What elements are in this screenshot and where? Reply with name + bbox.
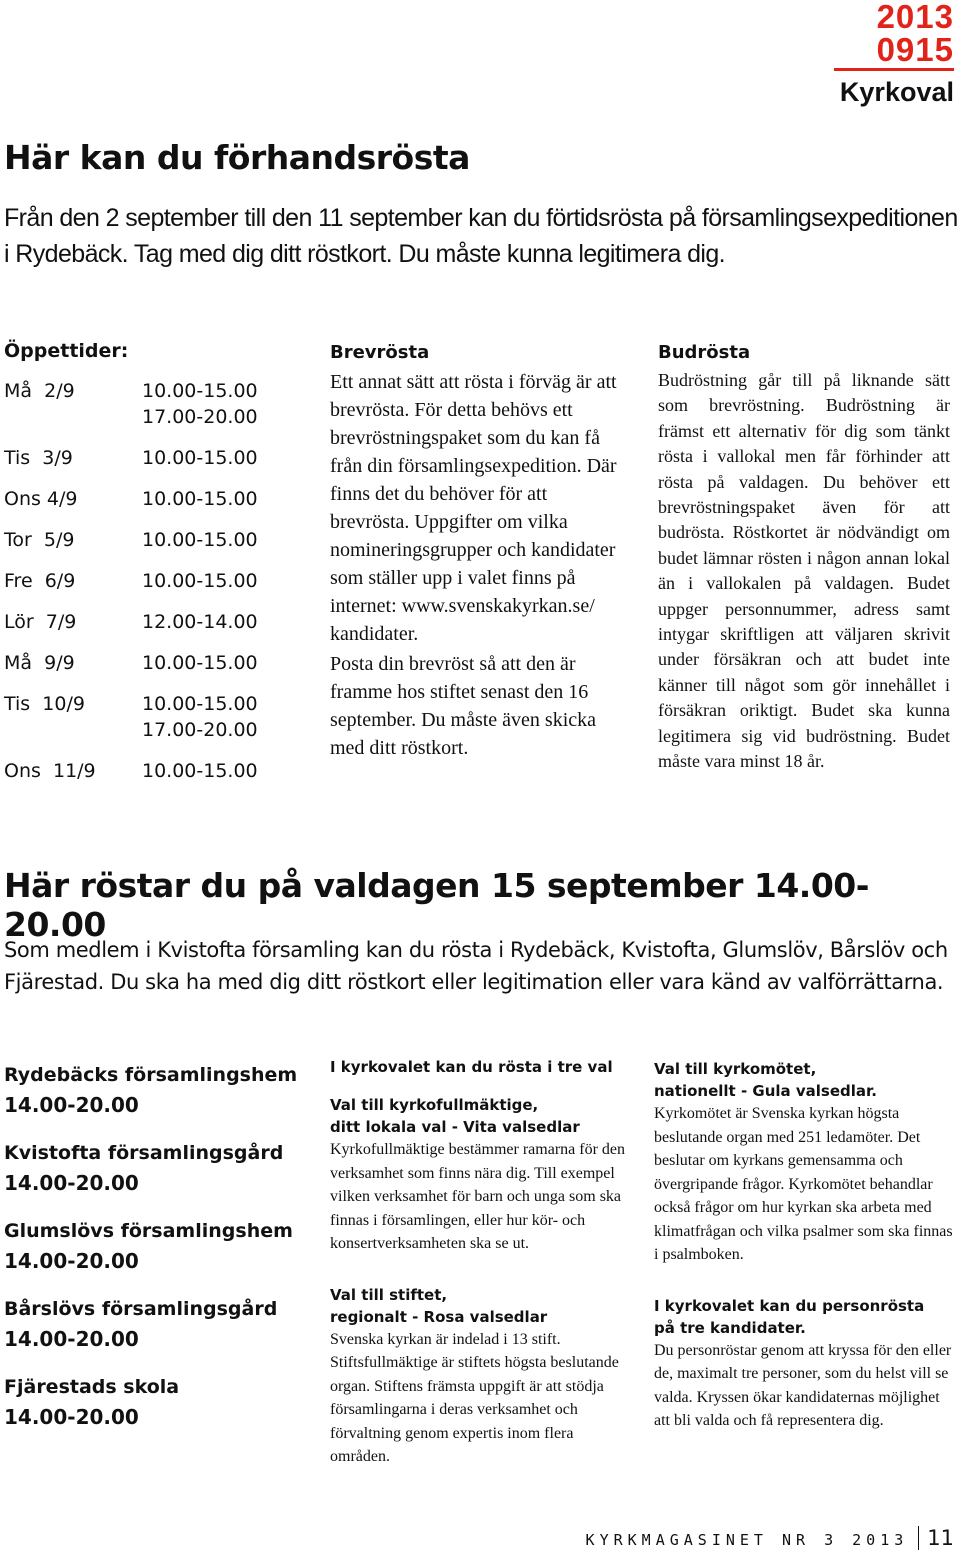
hours-time: 12.00-14.00 <box>142 611 258 633</box>
opening-hours-title: Öppettider: <box>4 340 129 362</box>
location-name: Rydebäcks församlingshem <box>4 1064 298 1086</box>
budrosta-title: Budrösta <box>658 342 751 363</box>
kyrkomotet-column <box>654 1058 954 1433</box>
election-day-text: Som medlem i Kvistofta församling kan du rösta i Rydebäck, Kvistofta, Glumslöv, Bårslöv och Fjärestad. Du ska ha med dig ditt röstkort eller legitimation eller vara känd av valförrättarna. <box>4 938 948 994</box>
fullmaktige-title-line2: ditt lokala val - Vita valsedlar <box>330 1118 580 1136</box>
masthead <box>834 0 954 108</box>
location-name: Kvistofta församlingsgård <box>4 1142 284 1164</box>
kyrkomotet-title-line2: nationellt - Gula valsedlar. <box>654 1082 877 1100</box>
hours-times <box>142 527 258 553</box>
hours-time: 10.00-15.00 <box>142 760 258 782</box>
hours-row <box>4 378 304 430</box>
location-name: Fjärestads skola <box>4 1376 180 1398</box>
hours-times <box>142 378 258 430</box>
hours-row <box>4 445 304 471</box>
location-time: 14.00-20.00 <box>4 1405 139 1429</box>
stiftet-text: Svenska kyrkan är indelad i 13 stift. Stiftsfullmäktige är stiftets högsta beslutande organ. Stiftens främsta uppgift är att stödja församlingarna i deras verksamhet och förvaltning genom expertis inom flera områden. <box>330 1330 619 1465</box>
hours-times <box>142 650 258 676</box>
location-name: Glumslövs församlingshem <box>4 1220 293 1242</box>
page-footer <box>586 1526 954 1550</box>
three-votes-column <box>330 1056 630 1469</box>
election-day-title: Här röstar du på valdagen 15 september 14.00-20.00 <box>4 866 869 944</box>
personrosta-text: Du personröstar genom att kryssa för den eller de, maximalt tre personer, som du helst vill se valda. Kryssen ökar kandidaternas möjlighet att bli valda och få representera dig. <box>654 1341 952 1429</box>
hours-row <box>4 691 304 743</box>
location-item <box>4 1138 304 1198</box>
hours-time: 10.00-15.00 <box>142 488 258 510</box>
brevrosta-title: Brevrösta <box>330 342 430 363</box>
hours-time: 10.00-15.00 <box>142 447 258 469</box>
hours-times <box>142 691 258 743</box>
hours-time: 17.00-20.00 <box>142 406 258 428</box>
hours-times <box>142 609 258 635</box>
fullmaktige-text: Kyrkofullmäktige bestämmer ramarna för den verksamhet som finns nära dig. Till exempel vilken verksamhet för barn och unga som ska finnas i församlingen, eller hur kör- och konsertverksamheten ska se ut. <box>330 1141 625 1252</box>
masthead-date: 0915 <box>876 31 954 68</box>
three-votes-lead: I kyrkovalet kan du rösta i tre val <box>330 1058 613 1076</box>
kyrkomotet-title-line1: Val till kyrkomötet, <box>654 1060 817 1078</box>
hours-row <box>4 650 304 676</box>
hours-day: Fre 6/9 <box>4 570 76 592</box>
page-number: 11 <box>918 1526 954 1550</box>
location-name: Bårslövs församlingsgård <box>4 1298 278 1320</box>
magazine-label: KYRKMAGASINET NR 3 2013 <box>585 1531 909 1549</box>
location-item <box>4 1060 304 1120</box>
hours-day: Tis 10/9 <box>4 693 85 715</box>
location-time: 14.00-20.00 <box>4 1093 139 1117</box>
brevrosta-text: Ett annat sätt att rösta i förväg är att brevrösta. För detta behövs ett brevröstningspaket som du kan få från din församlingsexpedition. Där finns det du behöver för att brevrösta. Uppgifter om vilka nomineringsgrupper och kandidater som ställer upp i valet finns på internet: www.svenskakyrkan.se/ kandidater. <box>330 371 617 645</box>
hours-times <box>142 758 258 784</box>
hours-time: 10.00-15.00 <box>142 652 258 674</box>
hours-times <box>142 445 258 471</box>
masthead-rule <box>834 68 954 71</box>
hours-times <box>142 486 258 512</box>
location-time: 14.00-20.00 <box>4 1327 139 1351</box>
hours-row <box>4 568 304 594</box>
hours-row <box>4 527 304 553</box>
stiftet-title-line2: regionalt - Rosa valsedlar <box>330 1307 548 1326</box>
personrosta-title-line2: på tre kandidater. <box>654 1318 806 1337</box>
kyrkomotet-text: Kyrkomötet är Svenska kyrkan högsta beslutande organ med 251 ledamöter. Det beslutar om kyrkans gemensamma och övergripande frågor. Kyrkomötet behandlar också frågor om hur kyrkan ska arbeta med klimatfrågan och vilka psalmer som ska finnas i psalmboken. <box>654 1105 953 1263</box>
hours-row <box>4 486 304 512</box>
location-item <box>4 1372 304 1432</box>
fullmaktige-title-line1: Val till kyrkofullmäktige, <box>330 1096 539 1114</box>
budrosta-text: Budröstning går till på liknande sätt som brevröstning. Budröstning är främst ett alternativ för dig som tänkt rösta i vallokal men får förhinder att rösta på valdagen. Du behöver ett brevröstningspaket även för att budrösta. Röstkortet är nödvändigt om budet lämnar rösten i någon annan lokal än i vallokalen på valdagen. Budet uppger personnummer, adress samt intygar skriftligen att väljaren skrivit under försäkran och att budet inte känner till något som gör innehållet i försäkran oriktigt. Budet ska kunna legitimera sig vid budröstning. Budet måste vara minst 18 år. <box>658 370 950 772</box>
early-voting-intro: Från den 2 september till den 11 september kan du förtidsrösta på församlingsexpeditionen i Rydebäck. Tag med dig ditt röstkort. Du måste kunna legitimera dig. <box>4 204 958 268</box>
hours-time: 17.00-20.00 <box>142 719 258 741</box>
hours-day: Ons 4/9 <box>4 488 78 510</box>
hours-day: Lör 7/9 <box>4 611 77 633</box>
masthead-title: Kyrkoval <box>839 77 954 107</box>
hours-day: Må 2/9 <box>4 380 75 402</box>
location-time: 14.00-20.00 <box>4 1249 139 1273</box>
location-time: 14.00-20.00 <box>4 1171 139 1195</box>
location-item <box>4 1216 304 1276</box>
budrosta-column <box>658 340 950 775</box>
brevrosta-column <box>330 340 630 762</box>
early-voting-title: Här kan du förhandsrösta <box>4 138 470 177</box>
hours-row <box>4 609 304 635</box>
hours-time: 10.00-15.00 <box>142 693 258 715</box>
opening-hours <box>4 340 304 799</box>
stiftet-title-line1: Val till stiftet, <box>330 1285 448 1304</box>
hours-time: 10.00-15.00 <box>142 570 258 592</box>
masthead-year: 2013 <box>876 0 954 35</box>
hours-row <box>4 758 304 784</box>
brevrosta-deadline-text: Posta din brevröst så att den är framme hos stiftet senast den 16 september. Du måste även skicka med ditt röstkort. <box>330 653 597 759</box>
hours-day: Tor 5/9 <box>4 529 75 551</box>
personrosta-title-line1: I kyrkovalet kan du personrösta <box>654 1296 925 1315</box>
hours-day: Må 9/9 <box>4 652 75 674</box>
location-item <box>4 1294 304 1354</box>
hours-time: 10.00-15.00 <box>142 529 258 551</box>
polling-locations <box>4 1060 304 1450</box>
hours-times <box>142 568 258 594</box>
hours-time: 10.00-15.00 <box>142 380 258 402</box>
opening-hours-list <box>4 378 304 784</box>
hours-day: Tis 3/9 <box>4 447 73 469</box>
hours-day: Ons 11/9 <box>4 760 96 782</box>
